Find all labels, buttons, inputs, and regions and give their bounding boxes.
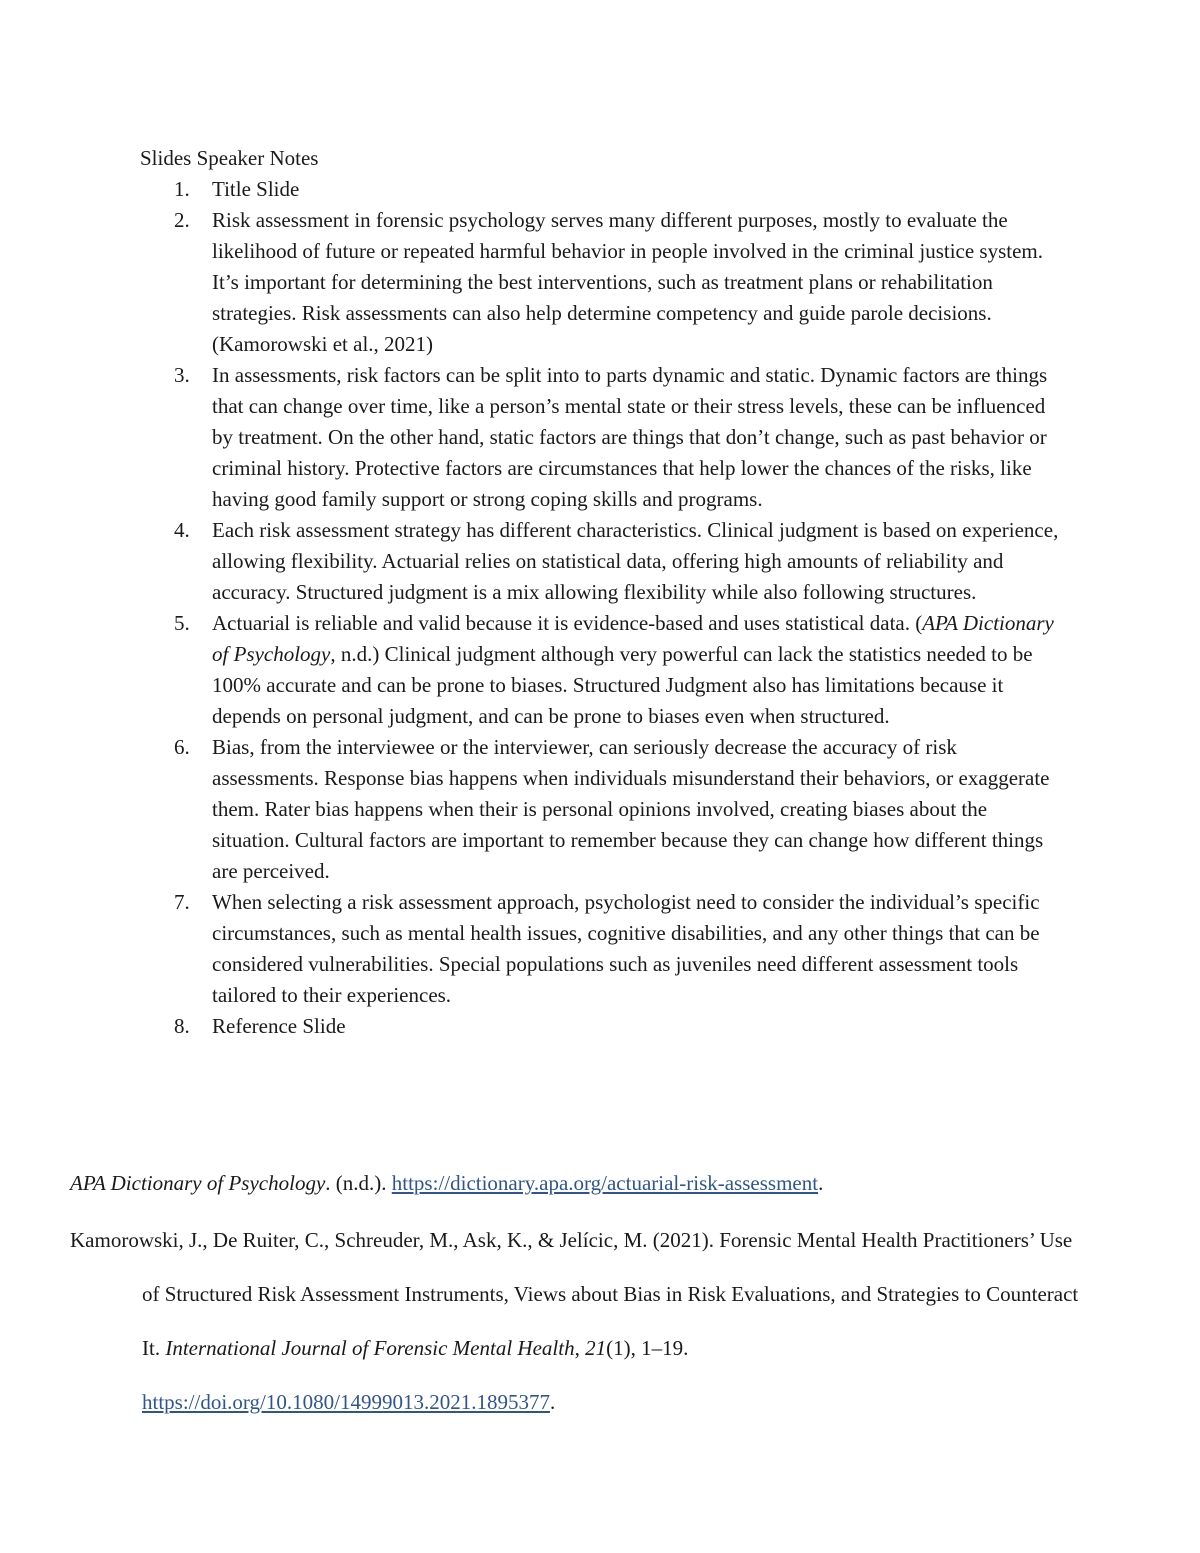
references-section (70, 1168, 1080, 1443)
list-item-number: 7. (174, 890, 190, 914)
list-item-text: Risk assessment in forensic psychology serves many different purposes, mostly to evaluate the likelihood of future or repeated harmful behavior in people involved in the criminal justice system. It’s important for determining the best interventions, such as treatment plans or rehabilitation strategies. Risk assessments can also help determine competency and guide parole decisions. (Kamorowski et al., 2021) (212, 208, 1044, 356)
reference-link-apa[interactable]: https://dictionary.apa.org/actuarial-risk-assessment (391, 1171, 819, 1195)
list-item-text-end: , n.d.) Clinical judgment although very powerful can lack the statistics needed to be 100% accurate and can be prone to biases. Structured Judgment also has limitations because it depends on personal judgment, and can be prone to biases even when structured. (212, 642, 1033, 728)
reference-text: Kamorowski, J., De Ruiter, C., Schreuder, M., Ask, K., & Jelícic, M. (2021). Forensic Mental Health Practitioners’ Use of Structured Risk Assessment Instruments, Views about Bias in Risk Evaluations, and Strategies to Counteract It. (70, 1228, 1079, 1360)
reference-issue-pages: (1), 1–19. (606, 1336, 689, 1360)
list-item-number: 8. (174, 1014, 190, 1038)
reference-link-doi[interactable]: https://doi.org/10.1080/14999013.2021.1895377 (142, 1390, 550, 1414)
list-item-text: In assessments, risk factors can be split into to parts dynamic and static. Dynamic factors are things that can change over time, like a person’s mental state or their stress levels, these can be influenced by treatment. On the other hand, static factors are things that don’t change, such as past behavior or criminal history. Protective factors are circumstances that help lower the chances of the risks, like having good family support or strong coping skills and programs. (212, 363, 1048, 511)
list-item (140, 174, 1065, 205)
list-item (140, 205, 1065, 360)
list-item-number: 3. (174, 363, 190, 387)
reference-text: . (n.d.). (325, 1171, 392, 1195)
list-item-text-start: Actuarial is reliable and valid because it is evidence-based and uses statistical data. ( (212, 611, 923, 635)
list-item (140, 1011, 1065, 1042)
list-item-number: 1. (174, 177, 190, 201)
reference-journal: International Journal of Forensic Mental Health (165, 1336, 575, 1360)
list-item-text: Bias, from the interviewee or the interviewer, can seriously decrease the accuracy of risk assessments. Response bias happens when individuals misunderstand their behaviors, or exaggerate them. Rater bias happens when their is personal opinions involved, creating biases about the situation. Cultural factors are important to remember because they can change how different things are perceived. (212, 735, 1050, 883)
reference-entry-apa (70, 1168, 1080, 1199)
reference-end: . (549, 1390, 556, 1414)
reference-separator: , (574, 1336, 586, 1360)
reference-title: APA Dictionary of Psychology (70, 1171, 326, 1195)
list-item (140, 887, 1065, 1011)
list-item (140, 515, 1065, 608)
page-title: Slides Speaker Notes (140, 146, 319, 170)
list-item-text: Reference Slide (212, 1014, 346, 1038)
list-item-text: Each risk assessment strategy has different characteristics. Clinical judgment is based on experience, allowing flexibility. Actuarial relies on statistical data, offering high amounts of reliability and accuracy. Structured judgment is a mix allowing flexibility while also following structures. (212, 518, 1059, 604)
reference-entry-kamorowski (70, 1213, 1080, 1429)
list-item-text: When selecting a risk assessment approach, psychologist need to consider the individual’s specific circumstances, such as mental health issues, cognitive disabilities, and any other things that can be considered vulnerabilities. Special populations such as juveniles need different assessment tools tailored to their experiences. (212, 890, 1040, 1007)
reference-volume: 21 (585, 1336, 607, 1360)
list-item (140, 608, 1065, 732)
list-item (140, 360, 1065, 515)
list-item-number: 2. (174, 208, 190, 232)
reference-end: . (818, 1171, 824, 1195)
list-item-number: 4. (174, 518, 190, 542)
list-item-text: Title Slide (212, 177, 300, 201)
cited-title: APA Dictionary of Psychology (212, 611, 1054, 666)
list-item-text (212, 611, 1054, 728)
list-item (140, 732, 1065, 887)
list-item-number: 6. (174, 735, 190, 759)
list-item-number: 5. (174, 611, 190, 635)
speaker-notes-list (140, 174, 1065, 1042)
